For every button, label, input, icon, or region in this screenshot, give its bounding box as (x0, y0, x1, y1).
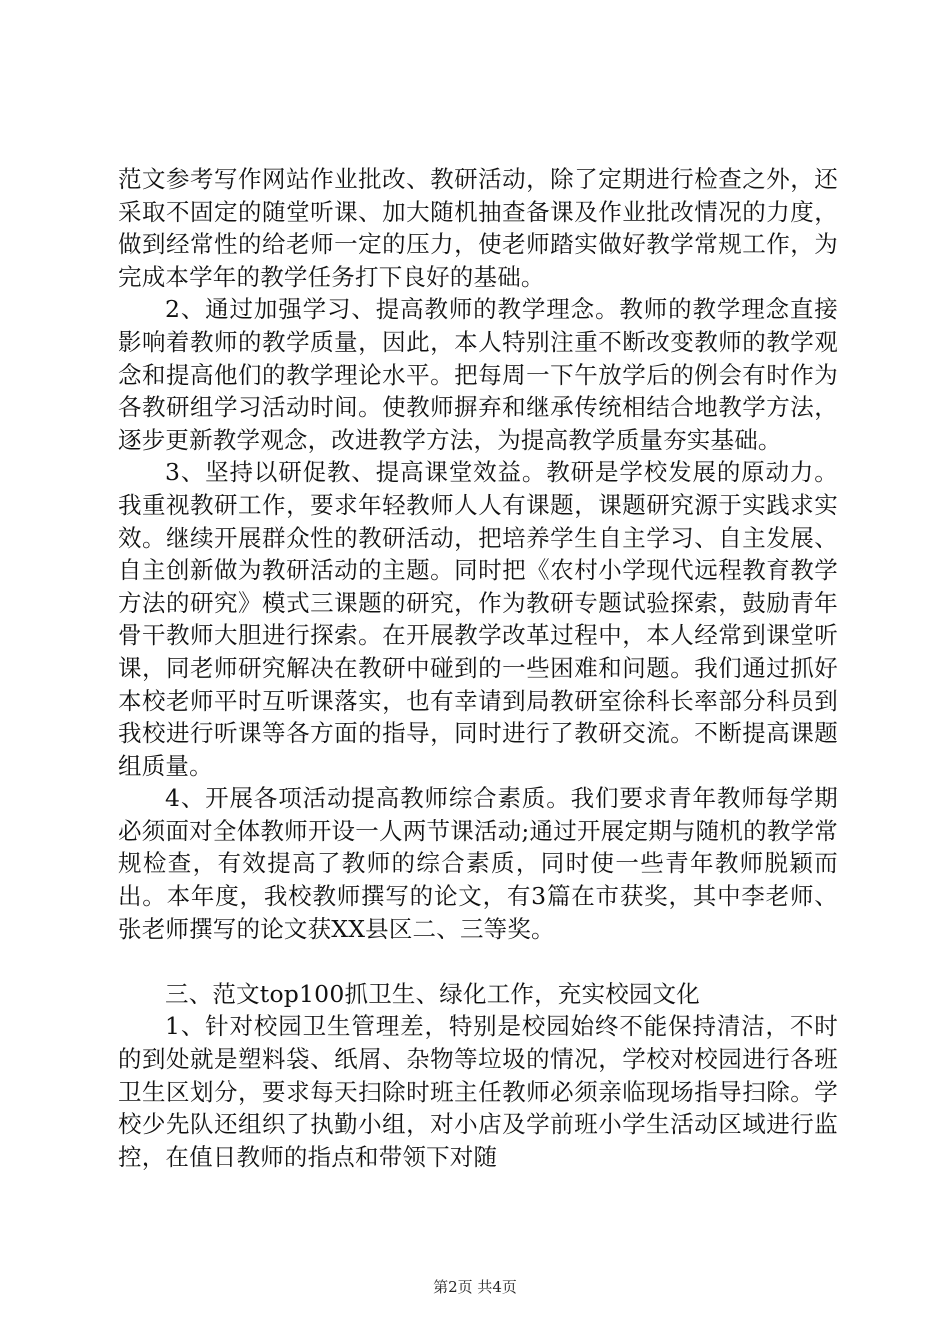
paragraph-item-3: 3、坚持以研促教、提高课堂效益。教研是学校发展的原动力。我重视教研工作，要求年轻教师人人有课题，课题研究源于实践求实效。继续开展群众性的教研活动，把培养学生自主学习、自主发展、自主创新做为教研活动的主题。同时把《农村小学现代远程教育教学方法的研究》模式三课题的研究，作为教研专题试验探索，鼓励青年骨干教师大胆进行探索。在开展教学改革过程中，本人经常到课堂听课，同老师研究解决在教研中碰到的一些困难和问题。我们通过抓好本校老师平时互听课落实，也有幸请到局教研室徐科长率部分科员到我校进行听课等各方面的指导，同时进行了教研交流。不断提高课题组质量。 (118, 458, 838, 780)
section-heading: 三、范文top100抓卫生、绿化工作，充实校园文化 (165, 979, 700, 1008)
paragraph-section-item-1: 1、针对校园卫生管理差，特别是校园始终不能保持清洁，不时的到处就是塑料袋、纸屑、杂物等垃圾的情况，学校对校园进行各班卫生区划分，要求每天扫除时班主任教师必须亲临现场指导扫除。学校少先队还组织了执勤小组，对小店及学前班小学生活动区域进行监控，在值日教师的指点和带领下对随 (118, 1012, 838, 1171)
paragraph-continuation: 范文参考写作网站作业批改、教研活动，除了定期进行检查之外，还采取不固定的随堂听课、加大随机抽查备课及作业批改情况的力度，做到经常性的给老师一定的压力，使老师踏实做好教学常规工作，为完成本学年的教学任务打下良好的基础。 (118, 165, 838, 291)
page-footer: 第2页 共4页 (433, 1278, 517, 1296)
paragraph-item-2: 2、通过加强学习、提高教师的教学理念。教师的教学理念直接影响着教师的教学质量，因此，本人特别注重不断改变教师的教学观念和提高他们的教学理论水平。把每周一下午放学后的例会有时作为各教研组学习活动时间。使教师摒弃和继承传统相结合地教学方法，逐步更新教学观念，改进教学方法，为提高教学质量夯实基础。 (118, 295, 838, 454)
document-body (118, 163, 838, 1173)
paragraph-item-4: 4、开展各项活动提高教师综合素质。我们要求青年教师每学期必须面对全体教师开设一人两节课活动;通过开展定期与随机的教学常规检查，有效提高了教师的综合素质，同时使一些青年教师脱颖而出。本年度，我校教师撰写的论文，有3篇在市获奖，其中李老师、张老师撰写的论文获XX县区二、三等奖。 (118, 784, 838, 943)
paragraph-spacer (118, 945, 838, 978)
